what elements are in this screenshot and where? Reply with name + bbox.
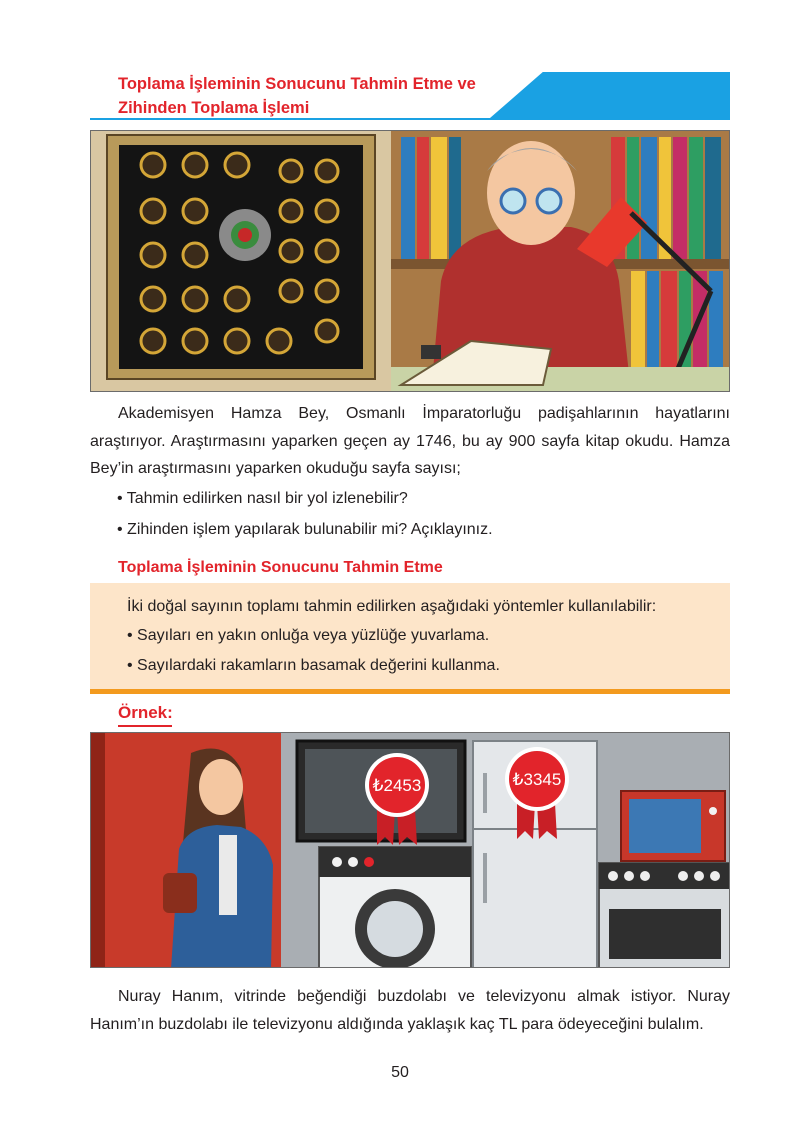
info-box-lead: İki doğal sayının toplamı tahmin edilirken aşağıdaki yöntemler kullanılabilir: (127, 598, 657, 615)
academic-scene-drawing (91, 131, 730, 392)
example-label: Örnek: (118, 703, 173, 722)
example-paragraph-text: Nuray Hanım, vitrinde beğendiği buzdolabı ve televizyonu almak istiyor. Nuray Hanım’ın buzdolabı ile televizyonu aldığında yaklaşık kaç TL para ödeyeceğini bulalım. (90, 988, 730, 1033)
question-item: • Zihinden işlem yapılarak bulunabilir mi? Açıklayınız. (117, 521, 493, 538)
info-box (90, 583, 730, 689)
ottoman-coat-of-arms (219, 209, 271, 261)
section-title: Toplama İşleminin Sonucunu Tahmin Etme (118, 559, 443, 576)
page-number: 50 (391, 1064, 409, 1081)
price-fridge-label: ₺3345 (512, 770, 562, 789)
header-underline (90, 118, 730, 120)
microwave (621, 791, 725, 861)
intro-paragraph (90, 400, 730, 483)
header-title-line1: Toplama İşleminin Sonucunu Tahmin Etme ve (118, 75, 476, 93)
example-paragraph (90, 983, 730, 1038)
info-box-item: • Sayıları en yakın onluğa veya yüzlüğe yuvarlama. (127, 627, 490, 644)
oven (599, 863, 730, 968)
header-title-line2: Zihinden Toplama İşlemi (118, 99, 310, 117)
section-header (90, 72, 730, 120)
price-tv-label: ₺2453 (372, 776, 422, 795)
washing-machine (319, 847, 471, 968)
intro-paragraph-text: Akademisyen Hamza Bey, Osmanlı İmparatorluğu padişahlarının hayatlarını araştırıyor. Araştırmasını yaparken geçen ay 1746, bu ay 900 sayfa kitap okudu. Hamza Bey’in araştırmasını yaparken okuduğu sayfa sayısı; (90, 405, 730, 477)
question-item: • Tahmin edilirken nasıl bir yol izlenebilir? (117, 490, 408, 507)
academic-reading-illustration (90, 130, 730, 392)
header-title (118, 72, 528, 120)
info-box-bottom-rule (90, 689, 730, 694)
store-illustration (90, 732, 730, 968)
example-label-underline (118, 725, 172, 727)
info-box-item: • Sayılardaki rakamların basamak değerini kullanma. (127, 657, 500, 674)
store-scene-drawing (91, 733, 730, 968)
